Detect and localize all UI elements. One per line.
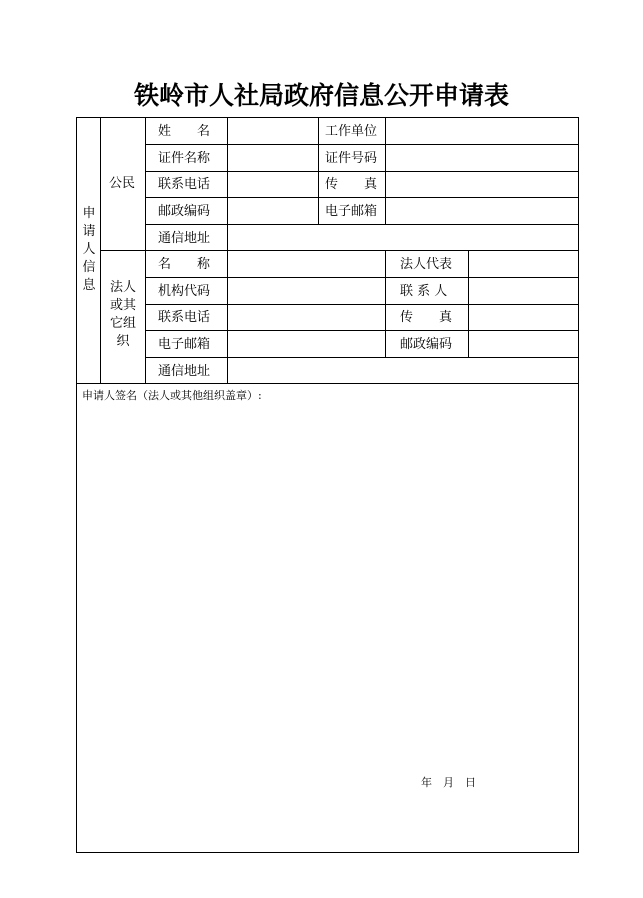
legal-org-code-label: 机构代码 [158,284,211,299]
citizen-row-5 [145,224,579,251]
citizen-divider-3 [385,117,386,225]
citizen-id-type-label: 证件名称 [158,151,211,166]
signature-label: 申请人签名（法人或其他组织盖章）: [82,389,262,402]
legal-email-label: 电子邮箱 [158,337,211,352]
citizen-divider-1 [227,117,228,225]
citizen-work-unit-label: 工作单位 [325,124,378,139]
legal-person-section-label: 法人或其它组织 [109,280,136,349]
signature-date: 年 月 日 [421,776,476,789]
legal-row-3 [145,304,579,331]
legal-fax-label: 传 真 [400,310,453,325]
legal-divider-2 [385,250,386,358]
citizen-email-label: 电子邮箱 [325,204,378,219]
citizen-fax-label: 传 真 [325,177,378,192]
citizen-phone-label: 联系电话 [158,177,211,192]
citizen-section-label: 公民 [109,176,136,191]
citizen-postcode-label: 邮政编码 [158,204,211,219]
citizen-id-number-label: 证件号码 [325,151,378,166]
citizen-address-label: 通信地址 [158,231,211,246]
legal-row-5 [145,357,579,384]
legal-row-4 [145,330,579,358]
legal-divider-1 [227,250,228,384]
citizen-divider-2 [318,117,319,225]
page-title: 铁岭市人社局政府信息公开申请表 [133,81,509,110]
legal-row-1 [145,250,579,278]
legal-name-label: 名 称 [158,257,211,272]
legal-rep-label: 法人代表 [400,257,453,272]
legal-row-2 [145,277,579,305]
legal-divider-3 [468,250,469,358]
legal-contact-label: 联 系 人 [400,284,448,299]
legal-phone-label: 联系电话 [158,310,211,325]
legal-postcode-label: 邮政编码 [400,337,453,352]
citizen-name-label: 姓 名 [158,124,211,139]
applicant-info-label: 申请人信息 [82,206,96,293]
signature-area [76,383,579,853]
legal-address-label: 通信地址 [158,364,211,379]
citizen-divider-addr [227,224,228,251]
